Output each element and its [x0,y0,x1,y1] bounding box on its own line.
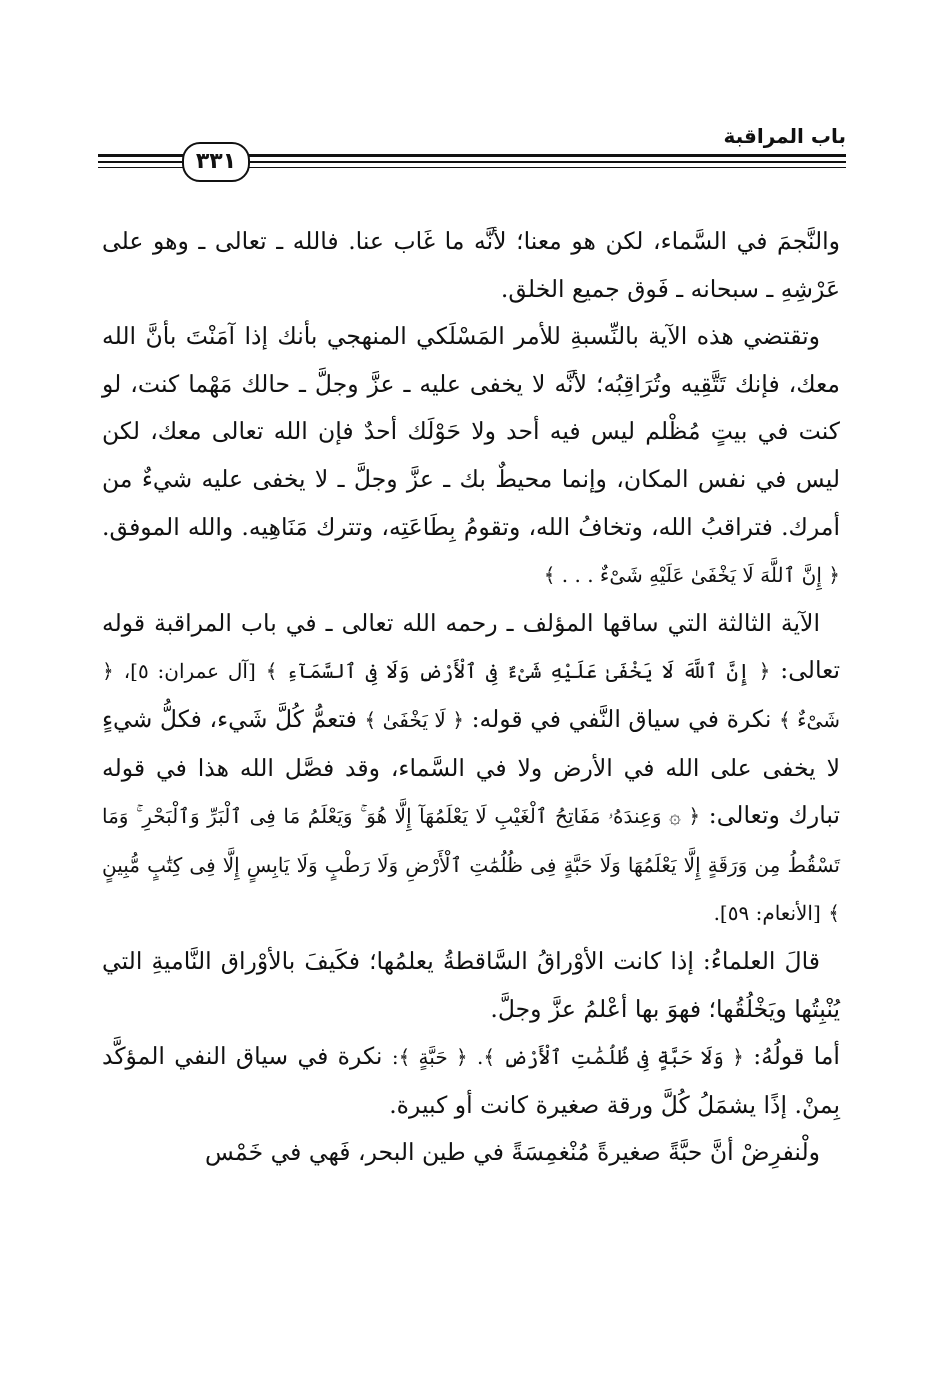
verse-reference: [الأنعام: ٥٩]. [713,901,821,926]
quran-word: ﴿ شَىْءٌ ﴾ [102,659,840,732]
quran-verse: ﴿ ۞ وَعِندَهُۥ مَفَاتِحُ ٱلْغَيْبِ لَا يَعْلَمُهَآ إِلَّا هُوَ ۚ وَيَعْلَمُ مَا فِى ٱلْبَرِّ وَٱلْبَحْرِ ۚ وَمَا تَسْقُطُ مِن وَرَقَةٍ إِلَّا يَعْلَمُهَا وَلَا حَبَّةٍ فِى ظُلُمَٰتِ ٱلْأَرْضِ وَلَا رَطْبٍ وَلَا يَابِسٍ إِلَّا فِى كِتَٰبٍ مُّبِينٍ ﴾ [102,804,840,926]
page-number: ٣٣١ [182,142,250,182]
paragraph: وتقتضي هذه الآية بالنِّسبةِ للأمر المَسْلَكي المنهجي بأنك إذا آمَنْتَ بأنَّ الله معك، فإنك تَتَّقِيه وتُرَاقِبُه؛ لأنَّه لا يخفى عليه ـ عزَّ وجلَّ ـ حالك مَهْما كنت، لو كنت في بيتٍ مُظْلم ليس فيه أحد ولا حَوْلَك أحدٌ فإن الله تعالى معك، لكن ليس في نفس المكان، وإنما محيطٌ بك ـ عزَّ وجلَّ ـ لا يخفى عليه شيءٌ من أمرك. فتراقبُ الله، وتخافُ الله، وتقومُ بِطَاعَتِه، وتترك مَنَاهِيه. والله الموفق. ﴿ إِنَّ ٱللَّهَ لَا يَخْفَىٰ عَلَيْهِ شَىْءٌ . . . ﴾ [102,322,840,588]
paragraph: ولْنفرِضْ أنَّ حبَّةً صغيرةً مُنْغمِسَةً في طين البحر، فَهي في خَمْس [205,1138,820,1167]
page-header [98,120,846,190]
paragraph: والنَّجمَ في السَّماء، لكن هو معنا؛ لأنَّه ما غَاب عنا. فالله ـ تعالى ـ وهو على عَرْشِهِ ـ سبحانه ـ فَوق جميع الخلق. [102,227,840,303]
quran-verse: ﴿ وَلَا حَبَّةٍ فِى ظُلُمَٰتِ ٱلْأَرْضِ ﴾. [477,1045,744,1070]
quran-verse: ﴿ إِنَّ ٱللَّهَ لَا يَخْفَىٰ عَلَيْهِ شَىْءٌ فِى ٱلْأَرْضِ وَلَا فِى ٱلسَّمَآءِ ﴾ [265,659,771,684]
verse-reference: [آل عمران: ٥]، [123,659,256,684]
quran-verse: ﴿ إِنَّ ٱللَّهَ لَا يَخْفَىٰ عَلَيْهِ شَىْءٌ . . . ﴾ [543,563,840,588]
chapter-title: باب المراقبة [723,124,846,148]
quran-word: ﴿ لَا يَخْفَىٰ ﴾ [364,707,464,732]
page-body [102,218,840,1177]
paragraph: قالَ العلماءُ: إذا كانت الأوْراقُ السَّاقطةُ يعلمُها؛ فكَيفَ بالأوْراق النَّاميةِ التي يُنْبِتُها ويَخْلُقُها؛ فهوَ بها أعْلمُ عزَّ وجلَّ. [102,946,840,1023]
quran-word: ﴿ حَبَّةٍ ﴾: [391,1045,468,1070]
paragraph: الآية الثالثة التي ساقها المؤلف ـ رحمه الله تعالى ـ في باب المراقبة قوله تعالى: ﴿ إِنَّ ٱللَّهَ لَا يَخْفَىٰ عَلَيْهِ شَىْءٌ فِى ٱلْأَرْضِ وَلَا فِى ٱلسَّمَآءِ ﴾ [آل عمران: ٥]، ﴿ شَىْءٌ ﴾ نكرة في سياق النَّفي في قوله: ﴿ لَا يَخْفَىٰ ﴾ فتعمُّ كُلَّ شَيء، فكلُّ شيءٍ لا يخفى على الله في الأرض ولا في السَّماء، وقد فصَّل الله هذا في قوله تبارك وتعالى: ﴿ ۞ وَعِندَهُۥ مَفَاتِحُ ٱلْغَيْبِ لَا يَعْلَمُهَآ إِلَّا هُوَ ۚ وَيَعْلَمُ مَا فِى ٱلْبَرِّ وَٱلْبَحْرِ ۚ وَمَا تَسْقُطُ مِن وَرَقَةٍ إِلَّا يَعْلَمُهَا وَلَا حَبَّةٍ فِى ظُلُمَٰتِ ٱلْأَرْضِ وَلَا رَطْبٍ وَلَا يَابِسٍ إِلَّا فِى كِتَٰبٍ مُّبِينٍ ﴾ [الأنعام: ٥٩]. [102,608,840,926]
paragraph: أما قولُهُ: ﴿ وَلَا حَبَّةٍ فِى ظُلُمَٰتِ ٱلْأَرْضِ ﴾. ﴿ حَبَّةٍ ﴾: نكرة في سياق النفي المؤكَّد بِمنْ. إذًا يشمَلُ كُلَّ ورقة صغيرة كانت أو كبيرة. [102,1042,840,1119]
